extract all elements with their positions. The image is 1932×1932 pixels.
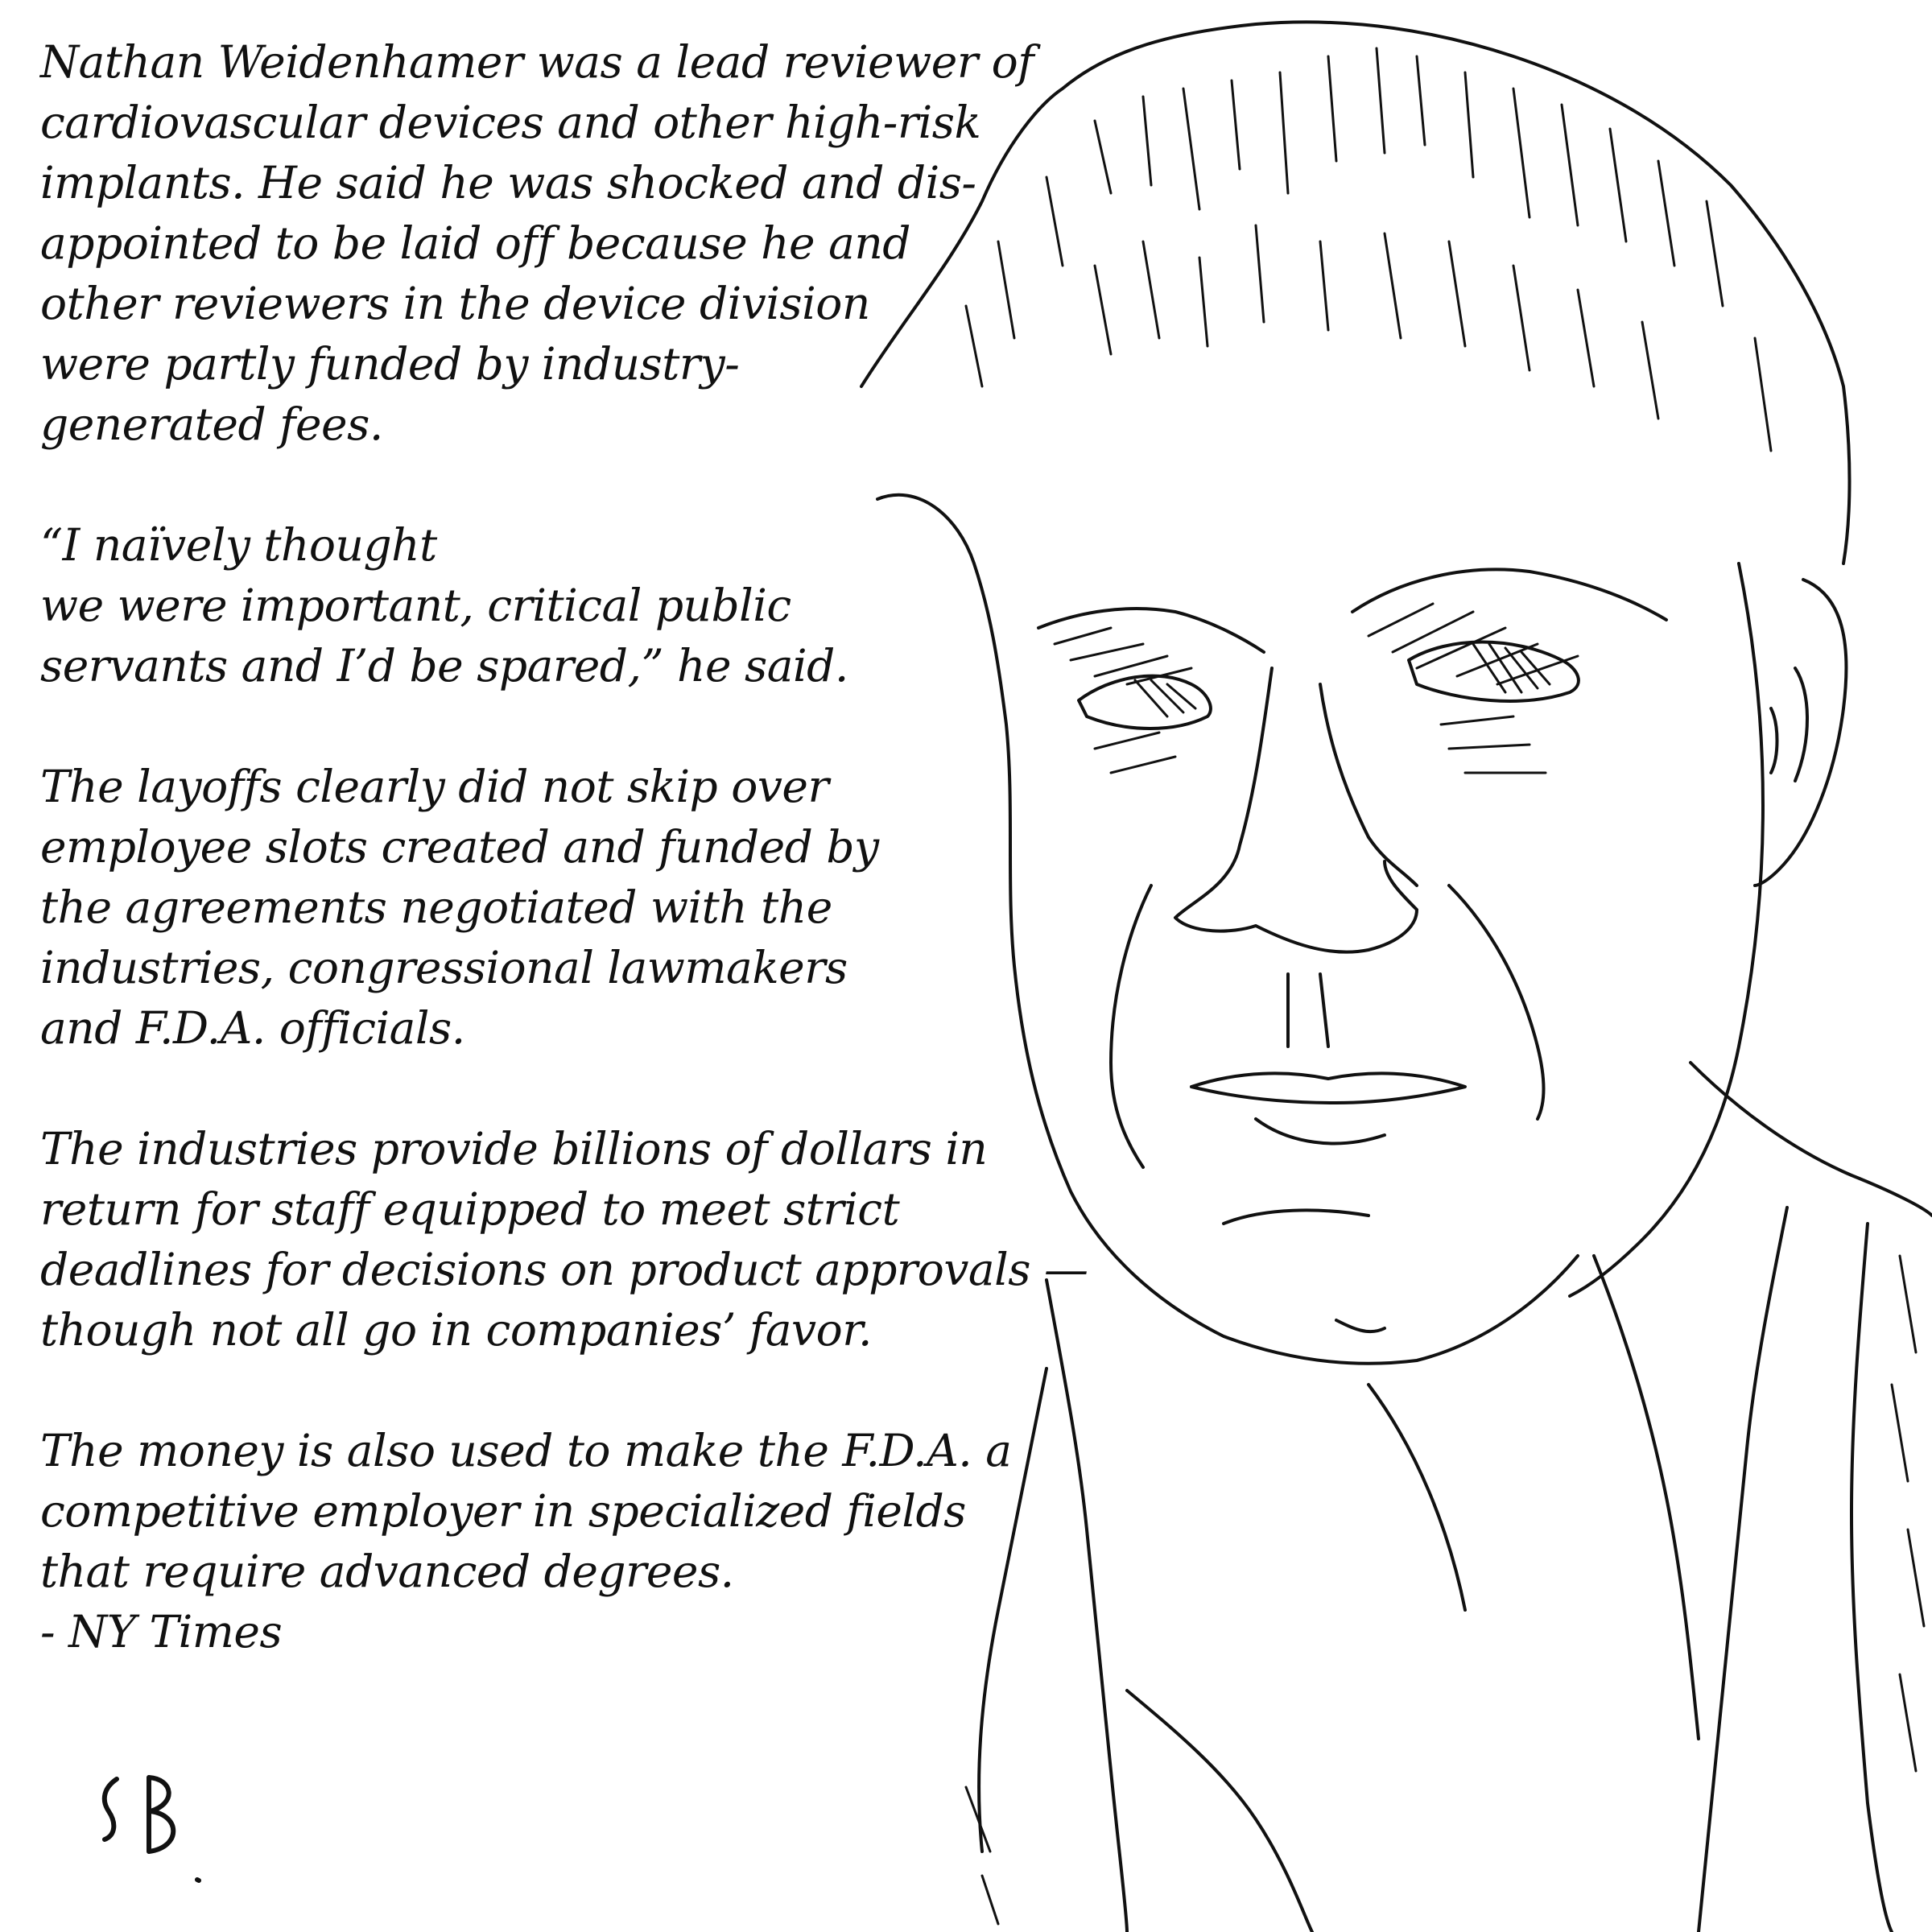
text-line: deadlines for decisions on product approvals — [40, 1244, 1088, 1295]
left-cheek-fold [1111, 886, 1151, 1167]
text-line: that require advanced degrees. [40, 1546, 734, 1597]
hair-strands [966, 48, 1771, 451]
text-line: industries, congressional lawmakers [40, 942, 848, 993]
text-line: The money is also used to make the F.D.A. a [40, 1425, 1012, 1476]
chin [1224, 1210, 1385, 1331]
right-cheek-fold [1449, 886, 1544, 1119]
neck-right [1594, 1256, 1699, 1739]
text-line: Nathan Weidenhamer was a lead reviewer of [40, 36, 1034, 88]
jacket-hatch [966, 1256, 1924, 1924]
shoulder-right [1690, 1063, 1932, 1216]
collar-left [979, 1368, 1046, 1852]
text-line: other reviewers in the device division [40, 278, 870, 329]
hair-outline [861, 22, 1850, 564]
left-eye [1079, 676, 1211, 729]
text-line: employee slots created and funded by [40, 821, 879, 873]
source-credit: - NY Times [40, 1606, 283, 1657]
philtrum [1288, 974, 1328, 1046]
nose-bridge [1320, 684, 1417, 886]
neck-fold [1368, 1385, 1465, 1610]
face-left-contour [877, 495, 1578, 1364]
portrait-drawing [805, 0, 1932, 1932]
text-line: appointed to be laid off because he and [40, 217, 910, 269]
text-line: implants. He said he was shocked and dis- [40, 157, 976, 208]
face-right-contour [1570, 564, 1763, 1296]
left-eyebrow [1038, 609, 1264, 652]
text-line: servants and I’d be spared,” he said. [40, 640, 848, 691]
lapel-right [1699, 1208, 1787, 1932]
under-eye-lines [1095, 716, 1546, 773]
text-line: we were important, critical public [40, 580, 791, 631]
text-line: “I naïvely thought [40, 519, 437, 571]
text-line: and F.D.A. officials. [40, 1002, 465, 1054]
lower-lip [1256, 1119, 1385, 1143]
mouth [1191, 1073, 1465, 1103]
text-line: The layoffs clearly did not skip over [40, 761, 829, 812]
text-line: cardiovascular devices and other high-risk [40, 97, 981, 148]
signature-s [105, 1779, 117, 1839]
right-eyebrow [1352, 569, 1666, 620]
jacket-right [1852, 1224, 1892, 1932]
shirt-collar [1127, 1690, 1312, 1932]
artist-signature [93, 1771, 221, 1884]
text-line: were partly funded by industry- [40, 338, 740, 390]
ear [1755, 580, 1846, 886]
text-line: The industries provide billions of dollars in [40, 1123, 988, 1174]
text-line: competitive employer in specialized fields [40, 1485, 966, 1537]
text-line: generated fees. [40, 398, 383, 450]
text-line: though not all go in companies’ favor. [40, 1304, 872, 1356]
text-line: return for staff equipped to meet strict [40, 1183, 900, 1235]
text-line: the agreements negotiated with the [40, 881, 832, 933]
signature-b [149, 1777, 173, 1852]
left-eye-pupil [1135, 680, 1195, 716]
neck-left [1046, 1280, 1127, 1932]
ear-inner [1771, 668, 1807, 781]
